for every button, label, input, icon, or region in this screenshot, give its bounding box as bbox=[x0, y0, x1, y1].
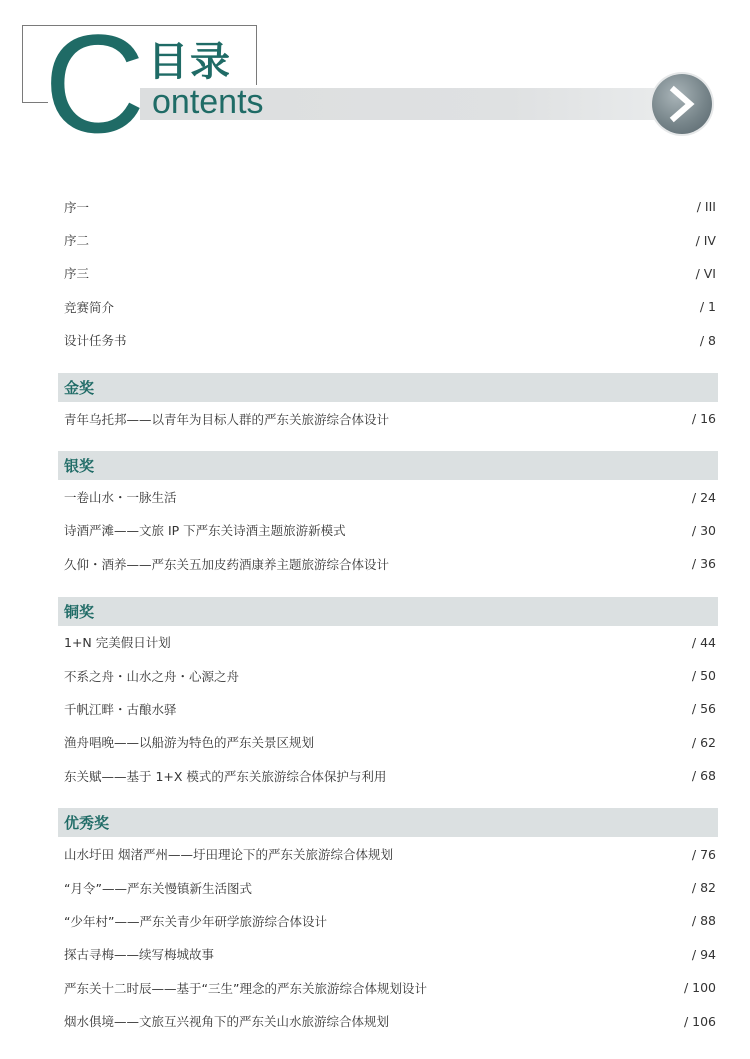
toc-entry[interactable] bbox=[58, 257, 718, 290]
section-heading-bronze: 铜奖 bbox=[58, 597, 718, 626]
toc-entry-title: 竞赛简介 bbox=[64, 299, 115, 315]
toc-entry[interactable] bbox=[58, 726, 718, 759]
toc-entry[interactable] bbox=[58, 759, 718, 792]
toc-entry-title: 一卷山水・一脉生活 bbox=[64, 490, 177, 506]
toc-entry-page: / 82 bbox=[691, 880, 716, 896]
toc-entry-page: / 56 bbox=[691, 701, 716, 717]
toc-entry[interactable] bbox=[58, 547, 718, 580]
toc-entry[interactable] bbox=[58, 659, 718, 692]
table-of-contents bbox=[58, 190, 718, 1038]
toc-entry-page: / III bbox=[696, 199, 716, 215]
toc-entry-title: “少年村”——严东关青少年研学旅游综合体设计 bbox=[64, 913, 327, 929]
toc-entry-title: 不系之舟・山水之舟・心源之舟 bbox=[64, 668, 240, 684]
toc-entry[interactable] bbox=[58, 514, 718, 547]
title-big-letter: C bbox=[44, 5, 146, 162]
toc-entry[interactable] bbox=[58, 971, 718, 1004]
header-frame-line bbox=[256, 25, 257, 85]
toc-entry-title: 久仰・酒养——严东关五加皮药酒康养主题旅游综合体设计 bbox=[64, 556, 390, 572]
toc-entry-page: / 24 bbox=[691, 489, 716, 505]
toc-entry-page: / VI bbox=[695, 265, 716, 281]
toc-entry-title: 渔舟唱晚——以船游为特色的严东关景区规划 bbox=[64, 735, 315, 751]
toc-entry-page: / IV bbox=[695, 232, 716, 248]
toc-entry[interactable] bbox=[58, 871, 718, 904]
toc-entry[interactable] bbox=[58, 480, 718, 513]
section-heading-merit: 优秀奖 bbox=[58, 808, 718, 837]
intro-list bbox=[58, 190, 718, 357]
toc-entry-page: / 36 bbox=[691, 556, 716, 572]
toc-entry-page: / 16 bbox=[691, 411, 716, 427]
toc-entry-title: 序二 bbox=[64, 233, 90, 249]
toc-entry-title: 探古寻梅——续写梅城故事 bbox=[64, 947, 215, 963]
toc-entry[interactable] bbox=[58, 290, 718, 323]
toc-entry[interactable] bbox=[58, 223, 718, 256]
header-frame-line bbox=[22, 25, 23, 103]
toc-entry-title: 千帆江畔・古酿水驿 bbox=[64, 701, 177, 717]
toc-entry[interactable] bbox=[58, 1004, 718, 1037]
toc-entry-page: / 76 bbox=[691, 846, 716, 862]
section-heading-gold: 金奖 bbox=[58, 373, 718, 402]
toc-entry-title: 序三 bbox=[64, 266, 90, 282]
toc-entry-page: / 44 bbox=[691, 634, 716, 650]
toc-entry[interactable] bbox=[58, 692, 718, 725]
page-title-en: ontents bbox=[152, 83, 264, 121]
toc-entry-page: / 50 bbox=[691, 668, 716, 684]
toc-entry[interactable] bbox=[58, 837, 718, 870]
toc-entry[interactable] bbox=[58, 938, 718, 971]
toc-entry-title: 设计任务书 bbox=[64, 333, 127, 349]
section-heading-silver: 银奖 bbox=[58, 451, 718, 480]
toc-entry-page: / 68 bbox=[691, 768, 716, 784]
toc-entry[interactable] bbox=[58, 324, 718, 357]
toc-entry-title: “月令”——严东关慢镇新生活图式 bbox=[64, 880, 252, 896]
toc-entry-page: / 88 bbox=[691, 913, 716, 929]
toc-entry-title: 山水圩田 烟渚严州——圩田理论下的严东关旅游综合体规划 bbox=[64, 847, 393, 863]
toc-entry-title: 东关赋——基于 1+X 模式的严东关旅游综合体保护与利用 bbox=[64, 768, 387, 784]
toc-entry[interactable] bbox=[58, 626, 718, 659]
toc-entry-page: / 8 bbox=[699, 332, 716, 348]
toc-entry-title: 1+N 完美假日计划 bbox=[64, 635, 171, 651]
toc-entry-title: 诗酒严滩——文旅 IP 下严东关诗酒主题旅游新模式 bbox=[64, 523, 346, 539]
toc-entry-title: 青年乌托邦——以青年为目标人群的严东关旅游综合体设计 bbox=[64, 411, 390, 427]
toc-entry-page: / 106 bbox=[683, 1013, 716, 1029]
toc-entry-page: / 100 bbox=[683, 980, 716, 996]
toc-entry-page: / 1 bbox=[699, 299, 716, 315]
toc-entry-page: / 62 bbox=[691, 734, 716, 750]
toc-entry-page: / 94 bbox=[691, 946, 716, 962]
toc-entry[interactable] bbox=[58, 904, 718, 937]
chevron-right-icon bbox=[652, 74, 712, 134]
toc-entry-page: / 30 bbox=[691, 522, 716, 538]
toc-entry[interactable] bbox=[58, 402, 718, 435]
toc-entry-title: 序一 bbox=[64, 199, 90, 215]
page-title-cn: 目录 bbox=[148, 39, 232, 85]
toc-entry-title: 严东关十二时辰——基于“三生”理念的严东关旅游综合体规划设计 bbox=[64, 980, 427, 996]
toc-entry[interactable] bbox=[58, 190, 718, 223]
toc-entry-title: 烟水俱境——文旅互兴视角下的严东关山水旅游综合体规划 bbox=[64, 1014, 390, 1030]
